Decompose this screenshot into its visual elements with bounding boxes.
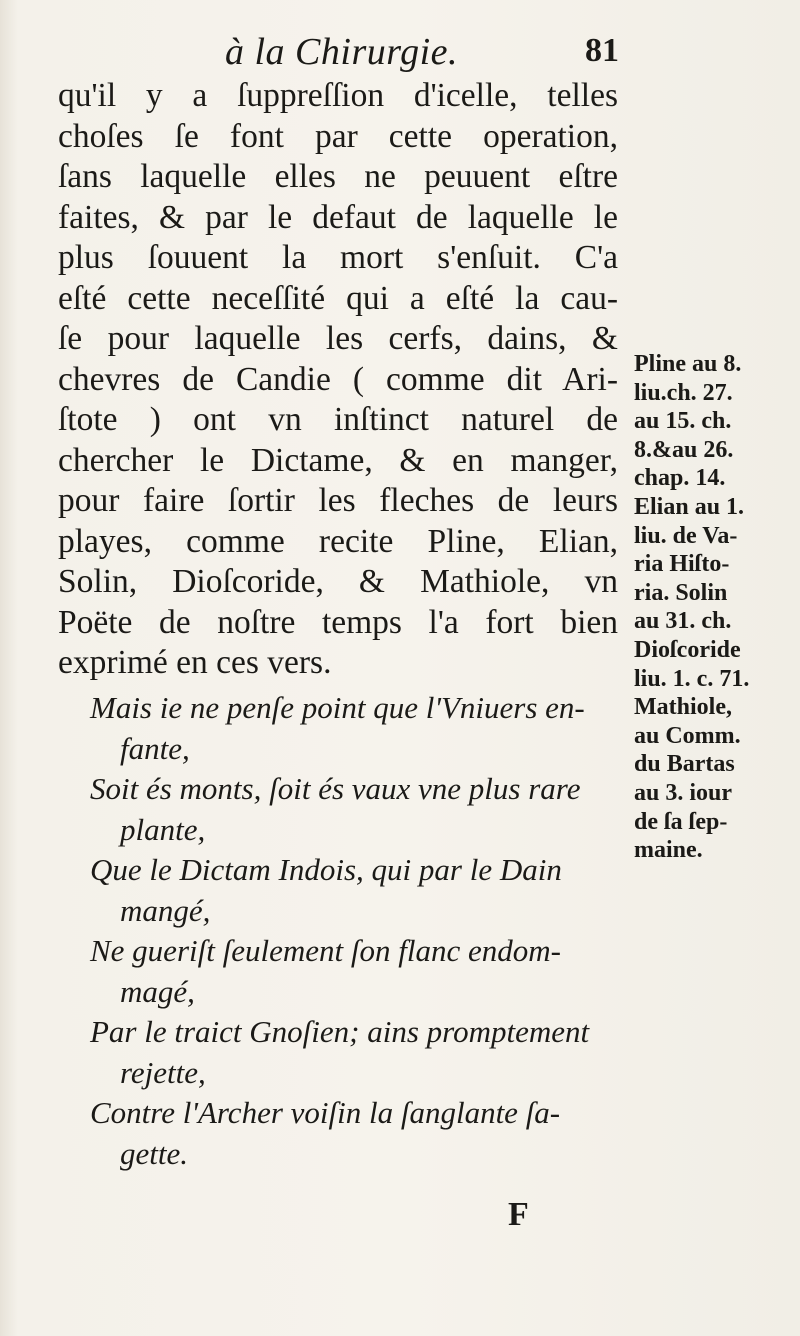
- margin-note-line: au Comm.: [634, 722, 741, 749]
- page-header: [60, 20, 640, 80]
- verse-line: Soit és monts, ſoit és vaux vne plus rare: [90, 771, 581, 806]
- body-line: pour faire ſortir les fleches de leurs: [58, 482, 618, 519]
- page-number: 81: [585, 32, 619, 69]
- body-line: qu'il y a ſuppreſſion d'icelle, telles: [58, 77, 618, 114]
- margin-note-line: liu. de Va-: [634, 522, 738, 549]
- body-line: plus ſouuent la mort s'enſuit. C'a: [58, 239, 618, 276]
- verse-line: plante,: [120, 811, 206, 847]
- body-line: playes, comme recite Pline, Elian,: [58, 522, 618, 560]
- body-line: ſe pour laquelle les cerfs, dains, &: [58, 320, 618, 357]
- margin-note-line: liu.ch. 27.: [634, 379, 733, 406]
- margin-note-line: liu. 1. c. 71.: [634, 665, 750, 692]
- verse-line: mangé,: [120, 892, 211, 928]
- verse-line: fante,: [120, 730, 190, 766]
- verse-block: [90, 688, 625, 1174]
- verse-line: Par le traict Gnoſien; ains promptement: [90, 1014, 590, 1049]
- body-line: ſans laquelle elles ne peuuent eſtre: [58, 158, 618, 195]
- body-line: Poëte de noſtre temps l'a fort bien: [58, 603, 618, 641]
- margin-note-line: chap. 14.: [634, 465, 726, 492]
- body-line: chevres de Candie ( comme dit Ari-: [58, 360, 618, 398]
- body-line: ſtote ) ont vn inſtinct naturel de: [58, 401, 618, 438]
- margin-note-line: au 31. ch.: [634, 608, 732, 635]
- margin-note-line: 8.&au 26.: [634, 436, 734, 463]
- margin-note-line: Mathiole,: [634, 694, 732, 721]
- verse-line: magé,: [120, 973, 195, 1009]
- margin-note-line: au 15. ch.: [634, 408, 732, 435]
- body-line: chercher le Dictame, & en manger,: [58, 441, 618, 479]
- body-line: exprimé en ces vers.: [58, 644, 332, 681]
- body-line: faites, & par le defaut de laquelle le: [58, 198, 618, 236]
- body-line: eſté cette neceſſité qui a eſté la cau-: [58, 279, 618, 317]
- verse-line: rejette,: [120, 1054, 206, 1090]
- margin-note-line: Pline au 8.: [634, 351, 742, 377]
- verse-line: gette.: [120, 1135, 188, 1171]
- verse-line: Ne gueriſt ſeulement ſon flanc endom-: [90, 933, 561, 968]
- margin-note-line: Dioſcoride: [634, 636, 741, 663]
- margin-note-line: au 3. iour: [634, 779, 733, 806]
- margin-note-line: Elian au 1.: [634, 493, 745, 520]
- signature-mark: F: [508, 1196, 529, 1233]
- body-paragraph: [58, 76, 618, 684]
- verse-line: Contre l'Archer voiſin la ſanglante ſa-: [90, 1095, 561, 1130]
- body-line: Solin, Dioſcoride, & Mathiole, vn: [58, 563, 618, 600]
- verse-line: Que le Dictam Indois, qui par le Dain: [90, 852, 562, 887]
- margin-note-line: maine.: [634, 837, 703, 864]
- margin-note-line: du Bartas: [634, 751, 735, 778]
- body-line: choſes ſe font par cette operation,: [58, 117, 618, 155]
- margin-note-line: de ſa ſep-: [634, 808, 728, 835]
- running-title: à la Chirurgie.: [225, 31, 459, 73]
- margin-notes: [634, 350, 794, 865]
- margin-note-line: ria Hiſto-: [634, 551, 730, 578]
- margin-note-line: ria. Solin: [634, 579, 728, 606]
- verse-line: Mais ie ne penſe point que l'Vniuers en-: [90, 690, 585, 725]
